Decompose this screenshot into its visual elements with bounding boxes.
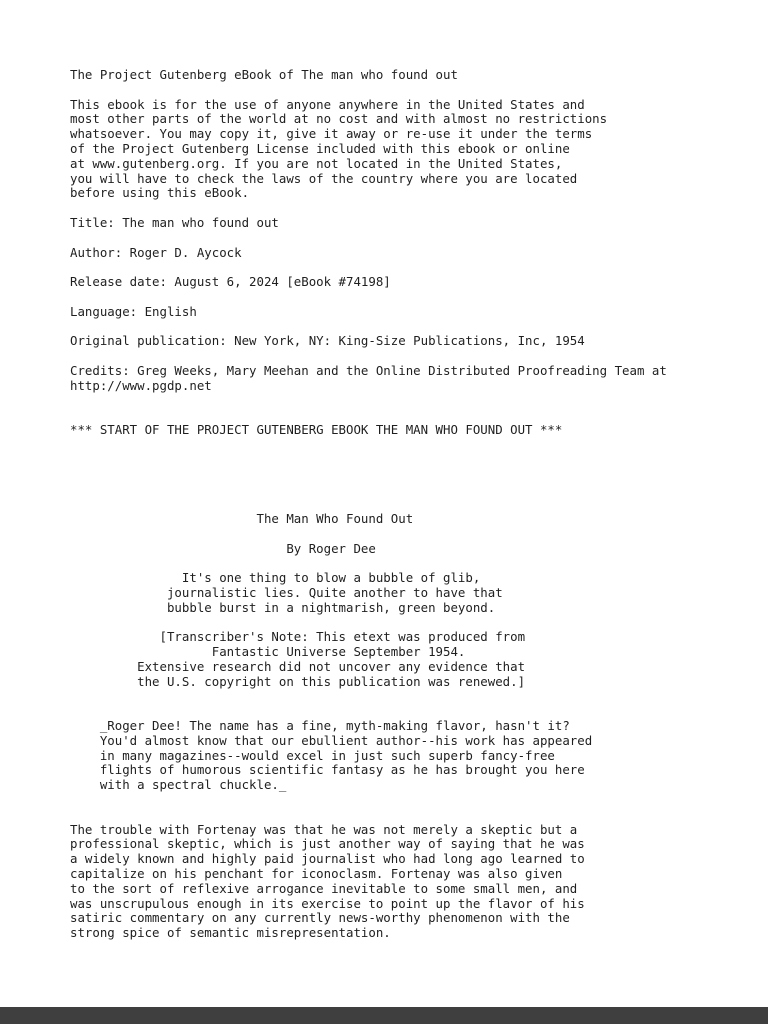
text-line: bubble burst in a nightmarish, green beyond. [70, 599, 496, 615]
editor-intro [70, 719, 748, 793]
text-line: in many magazines--would excel in just such superb fancy-free [70, 747, 555, 763]
start-marker-line: *** START OF THE PROJECT GUTENBERG EBOOK THE MAN WHO FOUND OUT *** [70, 422, 563, 438]
text-line: capitalize on his penchant for iconoclasm. Fortenay was also given [70, 866, 563, 882]
text-line: Credits: Greg Weeks, Mary Meehan and the Online Distributed Proofreading Team at [70, 362, 667, 378]
gutenberg-ebook-title-line: The Project Gutenberg eBook of The man who found out [70, 67, 458, 82]
text-line: to the sort of reflexive arrogance inevitable to some small men, and [70, 880, 578, 896]
story-byline: By Roger Dee [70, 540, 376, 556]
text-line: It's one thing to blow a bubble of glib, [70, 570, 481, 586]
text-line: The trouble with Fortenay was that he was not merely a skeptic but a [70, 821, 578, 837]
metadata-credits [70, 364, 748, 394]
text-line: [Transcriber's Note: This etext was produced from [70, 629, 526, 645]
license-paragraph [70, 98, 748, 202]
text-line: whatsoever. You may copy it, give it away or re-use it under the terms [70, 126, 593, 142]
story-tagline [70, 571, 748, 615]
text-line: This ebook is for the use of anyone anywhere in the United States and [70, 96, 585, 112]
text-line: was unscrupulous enough in its exercise to point up the flavor of his [70, 895, 585, 911]
text-line: of the Project Gutenberg License included with this ebook or online [70, 140, 570, 156]
text-line: journalistic lies. Quite another to have that [70, 584, 503, 600]
text-line: Extensive research did not uncover any evidence that [70, 658, 526, 674]
text-line: you will have to check the laws of the country where you are located [70, 170, 578, 186]
text-line: Fantastic Universe September 1954. [70, 644, 466, 660]
story-title: The Man Who Found Out [70, 510, 414, 526]
transcriber-note [70, 630, 748, 689]
text-line: strong spice of semantic misrepresentation. [70, 925, 391, 941]
text-line: most other parts of the world at no cost and with almost no restrictions [70, 111, 608, 127]
text-line: before using this eBook. [70, 185, 250, 201]
text-line: http://www.pgdp.net [70, 377, 212, 393]
metadata-author: Author: Roger D. Aycock [70, 244, 242, 260]
metadata-original-publication: Original publication: New York, NY: King-Size Publications, Inc, 1954 [70, 333, 585, 349]
text-line: professional skeptic, which is just another way of saying that he was [70, 836, 585, 852]
text-line: You'd almost know that our ebullient author--his work has appeared [70, 732, 593, 748]
metadata-language: Language: English [70, 303, 197, 319]
text-line: _Roger Dee! The name has a fine, myth-making flavor, hasn't it? [70, 718, 570, 734]
text-line: at www.gutenberg.org. If you are not located in the United States, [70, 155, 563, 171]
text-line: the U.S. copyright on this publication was renewed.] [70, 673, 526, 689]
page-bottom-edge-bar [0, 1007, 768, 1024]
text-line: satiric commentary on any currently news-worthy phenomenon with the [70, 910, 570, 926]
text-line: with a spectral chuckle._ [70, 777, 287, 793]
metadata-title: Title: The man who found out [70, 214, 279, 230]
story-body-paragraph [70, 823, 748, 941]
metadata-release-date: Release date: August 6, 2024 [eBook #74198] [70, 274, 391, 290]
text-line: flights of humorous scientific fantasy as he has brought you here [70, 762, 585, 778]
text-line: a widely known and highly paid journalist who had long ago learned to [70, 851, 585, 867]
